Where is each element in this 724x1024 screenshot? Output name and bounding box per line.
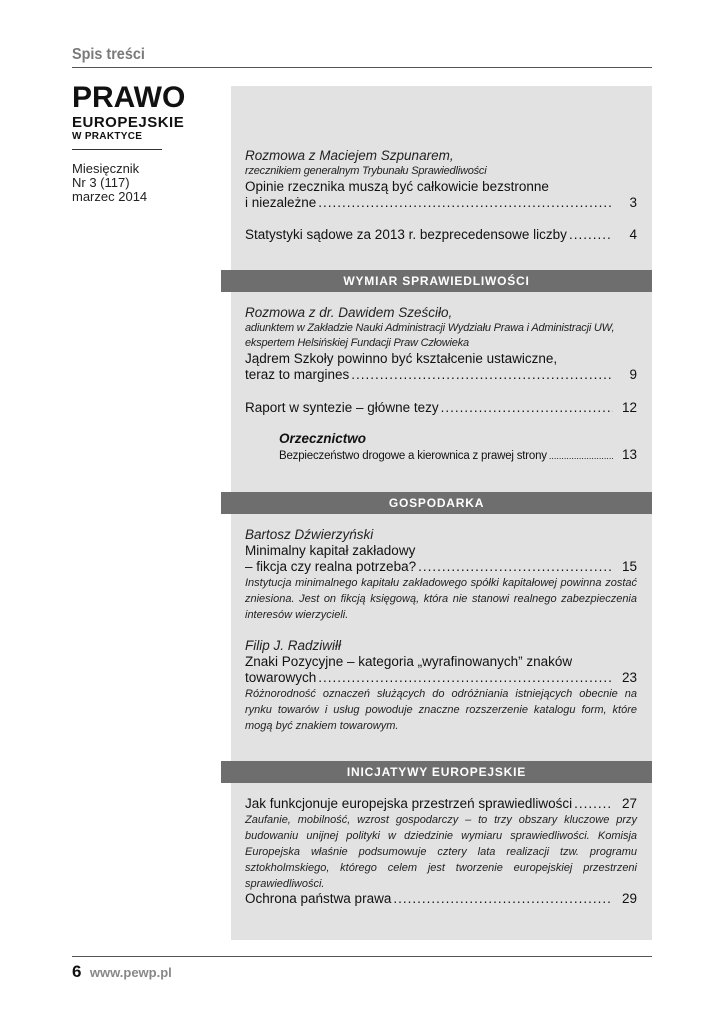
entry-title: Raport w syntezie – główne tezy (245, 400, 439, 415)
entry-title: Jak funkcjonuje europejska przestrzeń sprawiedliwości (245, 796, 573, 811)
entry-title-line (245, 400, 637, 416)
entry-author-desc: rzecznikiem generalnym Trybunału Sprawiedliwości (245, 165, 487, 177)
dot-leader (441, 400, 613, 416)
entry-title: Jądrem Szkoły powinno być kształcenie ustawiczne, (245, 351, 558, 366)
toc-entry-case-law[interactable] (279, 431, 637, 464)
issue-frequency: Miesięcznik (72, 161, 140, 176)
subsection-heading: Orzecznictwo (279, 431, 367, 446)
entry-author: Rozmowa z Maciejem Szpunarem, (245, 148, 454, 163)
page-number: 13 (621, 447, 637, 462)
toc-entry-stats[interactable] (245, 227, 637, 243)
page-number: 9 (629, 367, 637, 382)
toc-entry-radziwill[interactable] (245, 638, 637, 734)
page-footer (72, 962, 172, 983)
section-header-eu: INICJATYWY EUROPEJSKIE (221, 761, 652, 783)
entry-lead: Różnorodność oznaczeń służących do odróżniania istniejących obecnie na rynku towarów i usług powoduje znaczne rozszerzenie katalogu form, które mogą być znakiem towarowym. (245, 688, 637, 732)
dot-leader (549, 448, 613, 464)
entry-title-line (245, 195, 637, 211)
entry-title-cont: teraz to margines (245, 367, 350, 382)
issue-number: Nr 3 (117) (72, 175, 130, 190)
page-title: Spis treści (72, 46, 145, 63)
entry-author: Filip J. Radziwiłł (245, 638, 342, 653)
entry-title: Znaki Pozycyjne – kategoria „wyrafinowanych” znaków (245, 654, 573, 669)
toc-entry-report[interactable] (245, 400, 637, 416)
masthead (72, 81, 212, 204)
entry-title-line (245, 559, 637, 575)
dot-leader (569, 227, 613, 243)
toc-entry-dzwierzynski[interactable] (245, 527, 637, 623)
page-number: 27 (621, 796, 637, 811)
page-number: 3 (629, 195, 637, 210)
page-number: 4 (629, 227, 637, 242)
logo-main: PRAWO (72, 81, 186, 114)
entry-title-line (245, 367, 637, 383)
issue-info (72, 162, 212, 204)
entry-title-line (245, 227, 637, 243)
entry-title-line (245, 670, 637, 686)
issue-date: marzec 2014 (72, 189, 148, 204)
dot-leader (318, 670, 613, 686)
page-number: 23 (621, 670, 637, 685)
entry-title-line (245, 796, 637, 812)
toc-entry-interview-szescilo[interactable] (245, 305, 637, 383)
entry-author: Bartosz Dźwierzyński (245, 527, 374, 542)
logo-sub2: W PRAKTYCE (72, 131, 143, 142)
entry-title-line (245, 891, 637, 907)
entry-author: Rozmowa z dr. Dawidem Sześciło, (245, 305, 453, 320)
dot-leader (318, 195, 613, 211)
entry-title: Minimalny kapitał zakładowy (245, 543, 416, 558)
entry-title: Ochrona państwa prawa (245, 891, 392, 906)
entry-lead: Instytucja minimalnego kapitału zakładowego spółki kapitałowej powinna zostać zniesiona. Jest on fikcją księgową, która nie stanowi realnego zabezpieczenia interesów wierzycieli. (245, 577, 637, 621)
entry-author-desc: adiunktem w Zakładzie Nauki Administracji Wydziału Prawa i Administracji UW, (245, 322, 615, 334)
logo-divider (72, 149, 162, 150)
section-header-economy: GOSPODARKA (221, 492, 652, 514)
toc-entry-interview-szpunar[interactable] (245, 148, 637, 211)
toc-entry-eu-justice[interactable] (245, 796, 637, 892)
entry-title: Bezpieczeństwo drogowe a kierownica z prawej strony (279, 450, 547, 462)
entry-title-cont: towarowych (245, 670, 317, 685)
entry-title-cont: – fikcja czy realna potrzeba? (245, 559, 417, 574)
footer-url[interactable]: www.pewp.pl (89, 965, 172, 980)
dot-leader (574, 796, 613, 812)
entry-title-cont: i niezależne (245, 195, 317, 210)
entry-title-line (279, 447, 637, 464)
logo-sub: EUROPEJSKIE (72, 114, 185, 131)
dot-leader (393, 891, 613, 907)
page-header (72, 44, 652, 68)
footer-divider (72, 956, 652, 957)
dot-leader (418, 559, 613, 575)
dot-leader (351, 367, 613, 383)
section-header-justice: WYMIAR SPRAWIEDLIWOŚCI (221, 270, 652, 292)
page-number: 12 (621, 400, 637, 415)
entry-lead: Zaufanie, mobilność, wzrost gospodarczy – to trzy obszary kluczowe przy budowaniu unijnej polityki w dziedzinie wymiaru sprawiedliwości. Komisja Europejska właśnie podsumowuje cztery lata realizacji tzw. programu sztokholmskiego, którego celem jest tworzenie europejskiej przestrzeni sprawiedliwości. (245, 814, 637, 890)
entry-author-desc: ekspertem Helsińskiej Fundacji Praw Człowieka (245, 337, 469, 349)
footer-page-number: 6 (72, 962, 82, 981)
entry-title: Opinie rzecznika muszą być całkowicie bezstronne (245, 179, 549, 194)
toc-entry-rule-of-law[interactable] (245, 891, 637, 907)
entry-title: Statystyki sądowe za 2013 r. bezprecedensowe liczby (245, 227, 567, 242)
page-number: 15 (621, 559, 637, 574)
page-number: 29 (621, 891, 637, 906)
